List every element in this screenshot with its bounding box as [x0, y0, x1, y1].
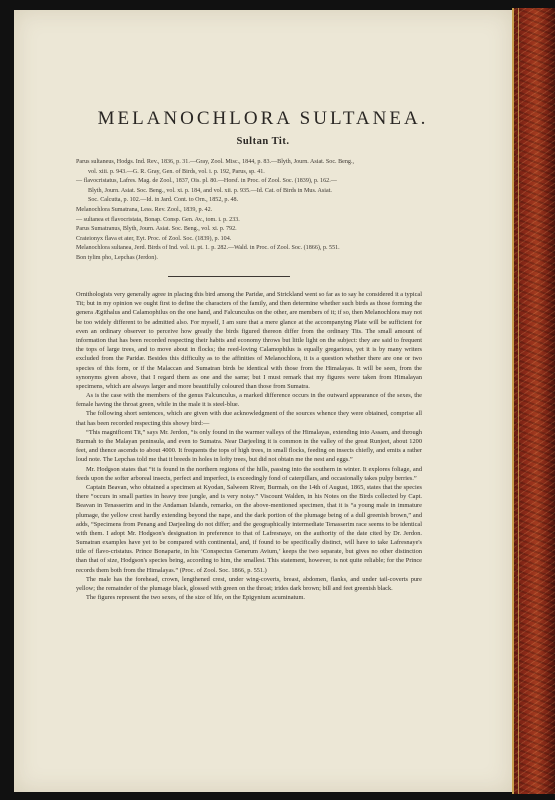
- body-paragraph: Mr. Hodgson states that “it is found in the northern regions of the hills, passing into the southern in winter. It explores foliage, and feeds upon the softer arboreal insects, perfect and imperfect, is exceedingly fond of caterpillars, and occasionally takes pulpy berries.”: [76, 465, 422, 482]
- body-paragraph: Ornithologists very generally agree in placing this bird among the Paridæ, and Strickland went so far as to say he considered it a typical Tit; but in my opinion we ought first to define the characters of the family, and then determine whether such birds as those forming the genera Ægithalus and Calamophilus on the one hand, and Falcunculus on the other, are members of it; if so, then Melanochlora may not be too widely different to be admitted also. For myself, I am sure that a mere glance at the accompanying Plate will be sufficient for even an ordinary observer to perceive how greatly the birds figured thereon differ from the ordinary Tits. The small amount of information that has been recorded respecting their habits and economy throws but little light on the subject: they are said to frequent the tops of large trees, and to move about in flocks; the reed-loving Calamophilus is equally gregarious, yet it is by many writers excluded from the Paridæ. Besides this difficulty as to the affinities of Melanochlora, it is a question whether there are one or two species of this form, or if the Malaccan and Sumatran birds be identical with those from the Himalayas. It will be seen, from the synonyms given above, that I regard them as one and the same; but I must remark that my figures were taken from Himalayan specimens, which are always larger and more beautifully coloured than those from Sumatra.: [76, 291, 422, 390]
- synonymy-line: — sultanea et flavocristata, Bonap. Consp. Gen. Av., tom. i. p. 233.: [76, 216, 240, 223]
- synonymy-line: Parus Sumatranus, Blyth, Journ. Asiat. Soc. Beng., vol. xi. p. 792.: [76, 226, 237, 233]
- synonymy-block: [76, 158, 422, 264]
- synonymy-line: Soc. Calcutta, p. 102.—Id. in Jard. Cont. to Orn., 1852, p. 48.: [88, 197, 239, 204]
- synonymy-line: Bon tylim pho, Lepchas (Jerdon).: [76, 254, 158, 261]
- body-paragraph: The figures represent the two sexes, of the size of life, on the Epigynium acuminatum.: [86, 594, 305, 602]
- body-paragraph: The male has the forehead, crown, lengthened crest, under wing-coverts, breast, abdomen, flanks, and under tail-coverts pure yellow; the remainder of the plumage black, glossed with green on the throat; irides dark brown; bill and feet greenish black.: [76, 575, 422, 592]
- body-paragraph: As is the case with the members of the genus Falcunculus, a marked difference occurs in the outward appearance of the sexes, the female having the throat green, while in the male it is steel-blue.: [76, 392, 422, 409]
- book-binding-edge: [512, 8, 555, 794]
- synonymy-line: Blyth, Journ. Asiat. Soc. Beng., vol. xi. p. 184, and vol. xii. p. 935.—Id. Cat. of Birds in Mus. Asiat.: [88, 187, 332, 194]
- synonymy-line: Parus sultaneus, Hodgs. Ind. Rev., 1836, p. 31.—Gray, Zool. Misc., 1844, p. 83.—Blyth, Journ. Asiat. Soc. Beng.,: [76, 159, 354, 165]
- synonymy-line: vol. xiii. p. 943.—G. R. Gray, Gen. of Birds, vol. i. p. 192, Parus, sp. 41.: [88, 168, 265, 175]
- section-divider: [168, 276, 290, 277]
- synonymy-line: — flavocristatus, Lafres. Mag. de Zool., 1837, Ois. pl. 80.—Horsf. in Proc. of Zool. Soc. (1839), p. 162.—: [76, 178, 337, 185]
- synonymy-line: Melanochlora sultanea, Jerd. Birds of Ind. vol. ii. pt. 1. p. 282.—Wald. in Proc. of Zool. Soc. (1866), p. 551.: [76, 245, 340, 252]
- synonymy-line: Melanochlora Sumatrana, Less. Rev. Zool., 1839, p. 42.: [76, 206, 213, 213]
- synonymy-line: Crateionyx flava et ater, Eyt. Proc. of Zool. Soc. (1839), p. 104.: [76, 235, 232, 242]
- body-paragraph: Captain Beavan, who obtained a specimen at Kyodan, Salween River, Burmah, on the 14th of August, 1865, states that the species there “occurs in small parties in heavy tree jungle, and is very noisy.” Viscount Walden, in his Notes on the Birds collected by Capt. Beavan in Tenasserim and in the Andaman Islands, remarks, on the above-mentioned specimen, that it is “a young male in immature plumage, the yellow crest hardly extending beyond the nape, and the dark portion of the plumage being of a dull greenish brown,” and adds, “Specimens from Penang and Darjeeling do not differ; and the geographically intermediate Tenasserim race seems to be identical with them. I adopt Mr. Hodgson's designation in preference to that of Lafresnaye, on the authority of the date cited by Dr. Jerdon. Sumatran examples have yet to be compared with continental, and, if found to be specifically distinct, will have to take Lafresnaye's title of flavo-cristatus. Prince Bonaparte, in his ‘Conspectus Generum Avium,’ keeps the two separate, but gives no other distinction than that of size, Hodgson's species being, according to him, the smallest. This statement, however, is not quite reliable; for the Prince records them both from the Himalayas.” (Proc. of Zool. Soc. 1866, p. 551.): [76, 483, 422, 574]
- body-paragraph: The following short sentences, which are given with due acknowledgment of the sources whence they were obtained, comprise all that has been recorded respecting this showy bird:—: [76, 410, 422, 427]
- book-page: [14, 10, 512, 792]
- page-title: MELANOCHLORA SULTANEA.: [97, 108, 429, 129]
- body-text: [76, 290, 422, 602]
- body-paragraph: “This magnificent Tit,” says Mr. Jerdon, “is only found in the warmer valleys of the Himalayas, extending into Assam, and through Burmah to the Malayan peninsula, and even to Sumatra. Near Darjeeling it is common in the valley of the great Runjeet, about 1200 feet, and thence ascends to about 4000. It frequents the tops of high trees, in small flocks, feeding on insects chiefly, and emits a rather loud note. The Lepchas told me that it breeds in holes in lofty trees, but did not obtain me the nest and eggs.”: [76, 428, 422, 464]
- page-subtitle: Sultan Tit.: [236, 136, 290, 147]
